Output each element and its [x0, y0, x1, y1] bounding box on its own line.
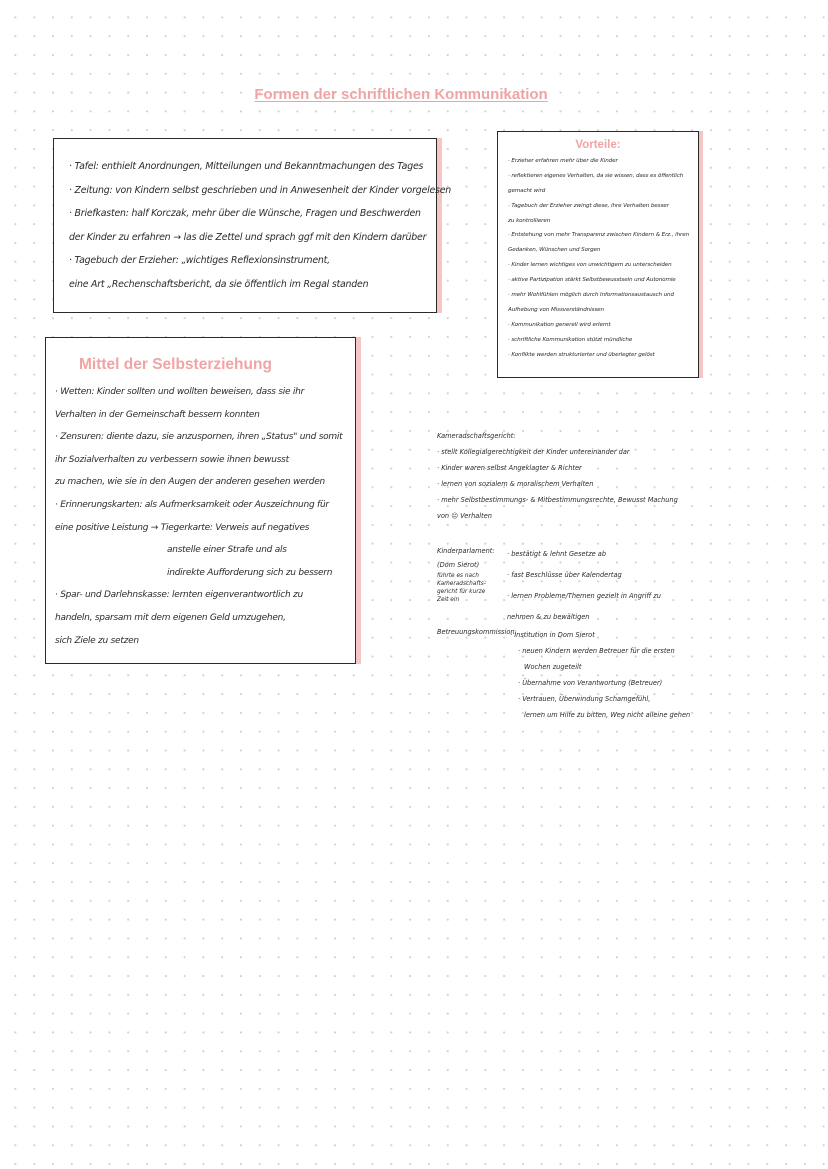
side-note: Kameradschafts- [437, 581, 486, 587]
list-item: · Erinnerungskarten: als Aufmerksamkeit oder Auszeichnung für [55, 499, 329, 510]
list-item: sich Ziele zu setzen [55, 635, 139, 646]
list-item: · Erzieher erfahren mehr über die Kinder [508, 158, 618, 164]
advantages-heading: Vorteile: [575, 139, 621, 151]
list-item: · lernen von sozialem & moralischem Verhalten [437, 480, 594, 488]
list-item: Gedanken, Wünschen und Sorgen [508, 247, 601, 254]
list-item: · Wetten: Kinder sollten und wollten beweisen, dass sie ihr [55, 387, 305, 397]
self-education-list [55, 381, 342, 652]
betreuung-label: Betreuungskommission: [437, 628, 517, 636]
list-item: · Tafel: enthielt Anordnungen, Mitteilungen und Bekanntmachungen des Tages [69, 161, 424, 172]
list-item: von ☹ Verhalten [437, 512, 492, 520]
advantages-list [508, 154, 689, 362]
list-item: anstelle einer Strafe und als [167, 545, 287, 556]
section-sublabel: (Dom Sierot) [437, 561, 480, 569]
list-item: · bestätigt & lehnt Gesetze ab [507, 550, 607, 558]
list-item: · Spar- und Darlehnskasse: lernten eigenverantwortlich zu [55, 590, 303, 601]
list-item: · Tagebuch der Erzieher: „wichtiges Reflexionsinstrument, [69, 255, 330, 266]
list-item: gemacht wird [508, 187, 546, 194]
list-item: indirekte Aufforderung sich zu bessern [167, 567, 333, 578]
list-item: · schriftliche Kommunikation stützt mündliche [508, 336, 633, 343]
betreuung-list [510, 627, 690, 723]
advantages-box [497, 131, 699, 378]
communication-forms-box [53, 138, 452, 313]
list-item: nehmen & zu bewältigen [507, 613, 590, 621]
list-item: ihr Sozialverhalten zu verbessern sowie ihnen bewusst [55, 454, 289, 465]
section-label: Kameradschaftsgericht: [437, 432, 516, 440]
list-item: · fast Beschlüsse über Kalendertag [507, 571, 622, 579]
list-item: · Briefkasten: half Korczak, mehr über die Wünsche, Fragen und Beschwerden [69, 208, 421, 219]
list-item: · reflektieren eigenes Verhalten, da sie wissen, dass es öffentlich [508, 172, 684, 179]
page-title: Formen der schriftlichen Kommunikation [254, 86, 548, 103]
list-item: handeln, sparsam mit dem eigenen Geld umzugehen, [55, 612, 286, 623]
list-item: lernen um Hilfe zu bitten, Weg nicht alleine gehen [524, 711, 691, 719]
list-item: Verhalten in der Gemeinschaft bessern konnten [55, 409, 260, 420]
list-item: eine positive Leistung → Tiegerkarte: Verweis auf negatives [55, 522, 310, 533]
list-item: · neuen Kindern werden Betreuer für die ersten [518, 647, 675, 655]
kameradschaftsgericht-notes [437, 428, 678, 524]
list-item: · Tagebuch der Erzieher zwingt diese, ihre Verhalten besser [508, 202, 669, 209]
list-item: · mehr Selbstbestimmungs- & Mitbestimmungsrechte, Bewusst Machung [437, 496, 678, 504]
list-item: Aufhebung von Missverständnissen [508, 306, 604, 313]
list-item: der Kinder zu erfahren → las die Zettel und sprach ggf mit den Kindern darüber [69, 231, 427, 243]
list-item: · aktive Partizipation stärkt Selbstbewusstsein und Autonomie [508, 277, 676, 284]
section-label: Kinderparlament: [437, 547, 495, 555]
self-education-box [45, 337, 356, 664]
list-item: zu kontrollieren [508, 217, 551, 224]
list-item: · Entstehung von mehr Transparenz zwischen Kindern & Erz., ihren [508, 232, 690, 239]
kinderparlament-label-group [437, 544, 495, 604]
list-item: · mehr Wohlfühlen möglich durch Informationsaustausch und [508, 292, 674, 299]
list-item: · Kinder waren selbst Angeklagter & Richter [437, 464, 582, 472]
list-item: · Zensuren: diente dazu, sie anzuspornen, ihren „Status" und somit [55, 432, 343, 443]
self-education-heading: Mittel der Selbsterziehung [79, 356, 272, 373]
side-note: gericht für kurze [437, 589, 486, 595]
list-item: · Kommunikation generell wird erlernt [508, 321, 611, 328]
list-item: · Konflikte werden strukturierter und überlegter gelöst [508, 351, 655, 358]
list-item: · lernen Probleme/Themen gezielt in Angriff zu [507, 592, 661, 600]
list-item: · Übernahme von Verantwortung (Betreuer) [518, 679, 663, 687]
list-item: Wochen zugeteilt [524, 663, 582, 671]
side-note: führte es nach [437, 573, 479, 579]
list-item: · stellt Kollegialgerechtigkeit der Kinder untereinander dar [437, 448, 630, 456]
list-item: · Zeitung: von Kindern selbst geschrieben und in Anwesenheit der Kinder vorgelesen [69, 184, 452, 196]
list-item: zu machen, wie sie in den Augen der anderen gesehen werden [55, 477, 326, 488]
side-note: Zeit ein [437, 597, 460, 603]
list-item: · Institution in Dom Sierot [510, 631, 595, 639]
list-item: · Vertrauen, Überwindung Schamgefühl, [518, 695, 651, 703]
communication-forms-list [69, 155, 451, 296]
list-item: eine Art „Rechenschaftsbericht, da sie öffentlich im Regal standen [69, 278, 369, 290]
kinderparlament-list [507, 544, 661, 628]
list-item: · Kinder lernen wichtiges von unwichtigem zu unterscheiden [508, 262, 672, 269]
